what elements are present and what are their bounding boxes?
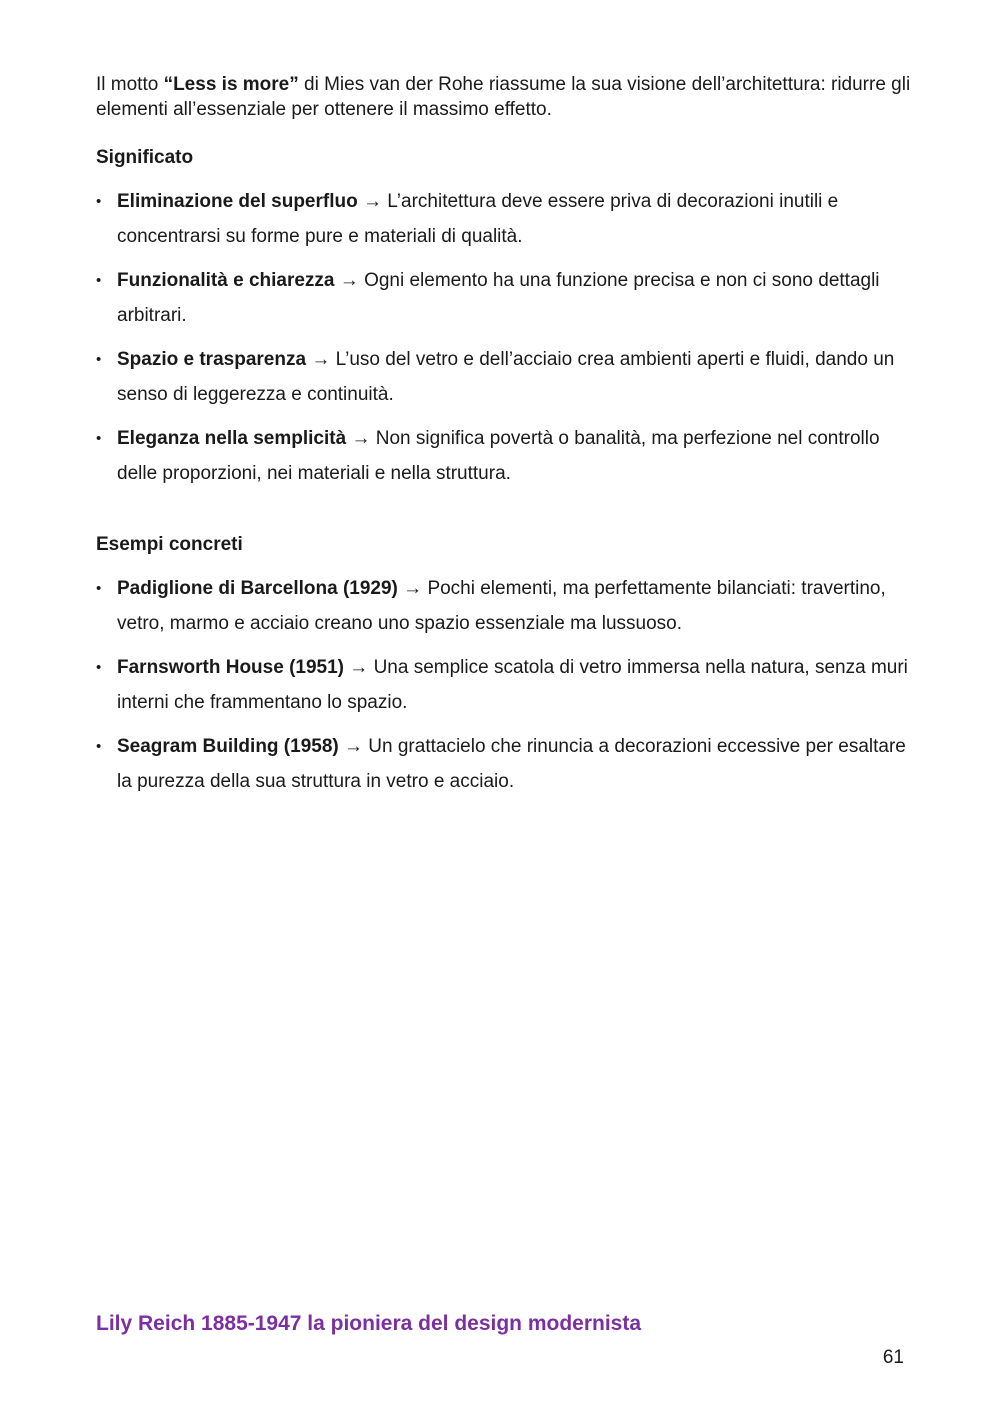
list-item <box>96 421 916 491</box>
item-term: Eliminazione del superfluo <box>117 191 358 212</box>
intro-suffix: di Mies van der Rohe riassume la sua visione dell’architettura: ridurre gli elementi all’essenziale per ottenere il massimo effetto. <box>96 74 911 120</box>
bullet-icon: • <box>96 193 102 210</box>
list-item <box>96 263 916 333</box>
item-text: Un grattacielo che rinuncia a decorazioni eccessive per esaltare la purezza della sua struttura in vetro e acciaio. <box>117 736 906 792</box>
list-item <box>96 729 916 799</box>
arrow-right-icon: → <box>362 191 382 212</box>
arrow-right-icon: → <box>311 349 331 370</box>
bullet-icon: • <box>96 430 102 447</box>
item-text: Ogni elemento ha una funzione precisa e non ci sono dettagli arbitrari. <box>117 270 880 326</box>
item-text: Una semplice scatola di vetro immersa nella natura, senza muri interni che frammentano lo spazio. <box>117 657 908 713</box>
arrow-right-icon: → <box>403 578 423 599</box>
item-text: L’uso del vetro e dell’acciaio crea ambienti aperti e fluidi, dando un senso di leggerezza e continuità. <box>117 349 895 405</box>
bullet-icon: • <box>96 738 102 755</box>
list-item <box>96 650 916 720</box>
intro-prefix: Il motto <box>96 74 164 95</box>
list-item <box>96 571 916 641</box>
arrow-right-icon: → <box>349 657 369 678</box>
arrow-right-icon: → <box>339 270 359 291</box>
next-section-title: Lily Reich 1885-1947 la pioniera del design modernista <box>96 1312 642 1335</box>
item-term: Eleganza nella semplicità <box>117 428 347 449</box>
item-text: Pochi elementi, ma perfettamente bilanciati: travertino, vetro, marmo e acciaio creano uno spazio essenziale ma lussuoso. <box>117 578 886 634</box>
motto-text: “Less is more” <box>163 74 299 95</box>
intro-paragraph <box>96 72 916 122</box>
arrow-right-icon: → <box>344 736 364 757</box>
item-term: Farnsworth House (1951) <box>117 657 344 678</box>
bullet-icon: • <box>96 272 102 289</box>
bullet-icon: • <box>96 351 102 368</box>
item-text: L’architettura deve essere priva di decorazioni inutili e concentrarsi su forme pure e materiali di qualità. <box>117 191 839 247</box>
list-esempi <box>96 571 916 808</box>
list-item <box>96 184 916 254</box>
heading-esempi-concreti: Esempi concreti <box>96 534 243 555</box>
item-term: Padiglione di Barcellona (1929) <box>117 578 398 599</box>
list-item <box>96 342 916 412</box>
bullet-icon: • <box>96 659 102 676</box>
page-number: 61 <box>882 1347 904 1368</box>
arrow-right-icon: → <box>351 428 371 449</box>
item-term: Spazio e trasparenza <box>117 349 307 370</box>
heading-significato: Significato <box>96 147 194 168</box>
list-significato <box>96 184 916 500</box>
item-term: Funzionalità e chiarezza <box>117 270 335 291</box>
item-term: Seagram Building (1958) <box>117 736 339 757</box>
item-text: Non significa povertà o banalità, ma perfezione nel controllo delle proporzioni, nei materiali e nella struttura. <box>117 428 880 484</box>
bullet-icon: • <box>96 580 102 597</box>
